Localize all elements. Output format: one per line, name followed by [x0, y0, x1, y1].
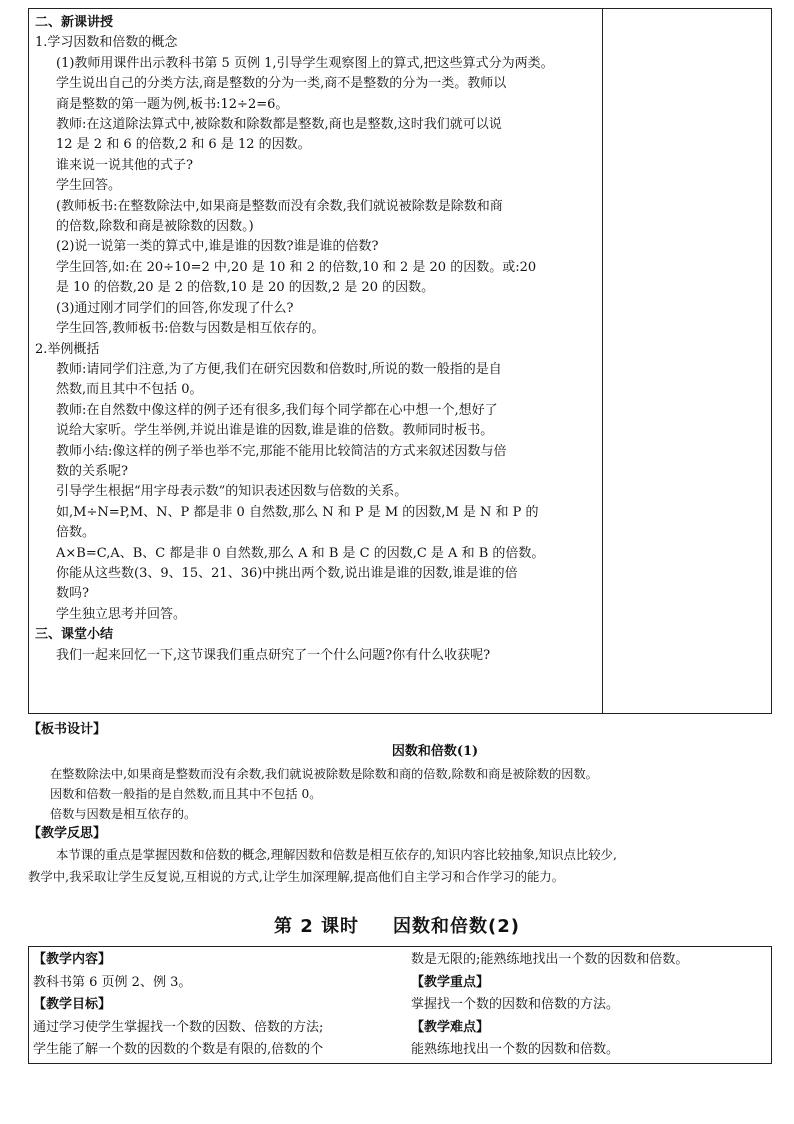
text-line: 学生说出自己的分类方法,商是整数的分为一类,商不是整数的分为一类。教师以: [56, 76, 507, 92]
plan-left-column: [33, 949, 403, 1062]
text-line: 我们一起来回忆一下,这节课我们重点研究了一个什么问题?你有什么收获呢?: [56, 647, 491, 663]
text-line: 引导学生根据“用字母表示数”的知识表述因数与倍数的关系。: [56, 484, 408, 500]
board-design-tag: 【板书设计】: [28, 722, 107, 737]
text-line: 然数,而且其中不包括 0。: [56, 382, 203, 398]
board-design-title: 因数和倍数(1): [391, 744, 479, 759]
reflection-line: 教学中,我采取让学生反复说,互相说的方式,让学生加深理解,提高他们自主学习和合作学习的能力。: [28, 869, 565, 884]
text-line: 数吗?: [56, 586, 89, 602]
text-line: 数的关系呢?: [56, 463, 128, 479]
text-line: 商是整数的第一题为例,板书:12÷2=6。: [56, 96, 289, 112]
text-line: 的倍数,除数和商是被除数的因数。): [56, 219, 254, 235]
plan-line: 【教学目标】: [33, 997, 112, 1012]
text-line: A×B=C,A、B、C 都是非 0 自然数,那么 A 和 B 是 C 的因数,C 是 A 和 B 的倍数。: [56, 545, 545, 561]
lesson-topic: 因数和倍数(2): [393, 916, 521, 937]
text-line: 教师:在这道除法算式中,被除数和除数都是整数,商也是整数,这时我们就可以说: [56, 117, 502, 133]
plan-line: 掌握找一个数的因数和倍数的方法。: [411, 997, 620, 1012]
text-line: (1)教师用课件出示教科书第 5 页例 1,引导学生观察图上的算式,把这些算式分为两类。: [56, 55, 554, 71]
plan-right-column: [411, 949, 769, 1062]
reflection-line: 本节课的重点是掌握因数和倍数的概念,理解因数和倍数是相互依存的,知识内容比较抽象,知识点比较少,: [56, 847, 617, 862]
board-line: 倍数与因数是相互依存的。: [50, 807, 197, 821]
board-line: 因数和倍数一般指的是自然数,而且其中不包括 0。: [50, 787, 322, 801]
plan-line: 【教学重点】: [411, 974, 490, 990]
text-line: 倍数。: [56, 525, 96, 541]
reflection-tag: 【教学反思】: [28, 826, 107, 841]
board-line: 在整数除法中,如果商是整数而没有余数,我们就说被除数是除数和商的倍数,除数和商是被除数的因数。: [50, 767, 598, 781]
text-line: 学生回答,如:在 20÷10=2 中,20 是 10 和 2 的倍数,10 和 2 是 20 的因数。或:20: [56, 259, 537, 275]
section-heading-new-lesson: 二、新课讲授: [35, 15, 114, 30]
text-line: (2)说一说第一类的算式中,谁是谁的因数?谁是谁的倍数?: [56, 239, 379, 255]
lesson-2-plan-box: [28, 946, 772, 1064]
text-line: 教师:在自然数中像这样的例子还有很多,我们每个同学都在心中想一个,想好了: [56, 402, 498, 418]
text-line: 1.学习因数和倍数的概念: [35, 35, 178, 51]
summary-lines: [35, 646, 597, 666]
plan-line: 【教学内容】: [33, 952, 112, 967]
plan-line: 数是无限的;能熟练地找出一个数的因数和倍数。: [411, 952, 689, 967]
section-heading-summary: 三、课堂小结: [35, 627, 114, 643]
text-line: 你能从这些数(3、9、15、21、36)中挑出两个数,说出谁是谁的因数,谁是谁的倍: [56, 565, 518, 581]
lesson-2-title: [0, 912, 794, 938]
reflection-lines: [28, 844, 772, 888]
plan-line: 【教学难点】: [411, 1019, 490, 1035]
text-line: 学生独立思考并回答。: [56, 606, 187, 622]
text-line: 学生回答。: [56, 178, 122, 194]
text-line: 如,M÷N=P,M、N、P 都是非 0 自然数,那么 N 和 P 是 M 的因数,M 是 N 和 P 的: [56, 504, 539, 520]
table-column-divider: [602, 9, 603, 713]
text-line: (教师板书:在整数除法中,如果商是整数而没有余数,我们就说被除数是除数和商: [56, 198, 503, 214]
board-design-lines: [28, 764, 772, 824]
lesson-process-table: [28, 8, 772, 714]
text-line: 教师:请同学们注意,为了方便,我们在研究因数和倍数时,所说的数一般指的是自: [56, 361, 502, 377]
text-line: 是 10 的倍数,20 是 2 的倍数,10 是 20 的因数,2 是 20 的因数。: [56, 280, 435, 296]
text-line: 说给大家听。学生举例,并说出谁是谁的因数,谁是谁的倍数。教师同时板书。: [56, 423, 494, 439]
plan-line: 学生能了解一个数的因数的个数是有限的,倍数的个: [33, 1042, 324, 1057]
text-line: 谁来说一说其他的式子?: [56, 157, 193, 173]
lesson-period: 第 2 课时: [273, 916, 360, 937]
plan-line: 通过学习使学生掌握找一个数的因数、倍数的方法;: [33, 1019, 324, 1035]
lesson-process-content: [35, 13, 597, 666]
text-line: (3)通过刚才同学们的回答,你发现了什么?: [56, 300, 294, 316]
text-line: 教师小结:像这样的例子举也举不完,那能不能用比较简洁的方式来叙述因数与倍: [56, 443, 507, 459]
text-line: 学生回答,教师板书:倍数与因数是相互依存的。: [56, 321, 325, 337]
board-design-section: [28, 720, 772, 888]
plan-line: 能熟练地找出一个数的因数和倍数。: [411, 1042, 620, 1057]
text-line: 2.举例概括: [35, 341, 100, 357]
text-line: 12 是 2 和 6 的倍数,2 和 6 是 12 的因数。: [56, 137, 311, 153]
plan-line: 教科书第 6 页例 2、例 3。: [33, 974, 192, 990]
new-lesson-lines: [35, 33, 597, 625]
